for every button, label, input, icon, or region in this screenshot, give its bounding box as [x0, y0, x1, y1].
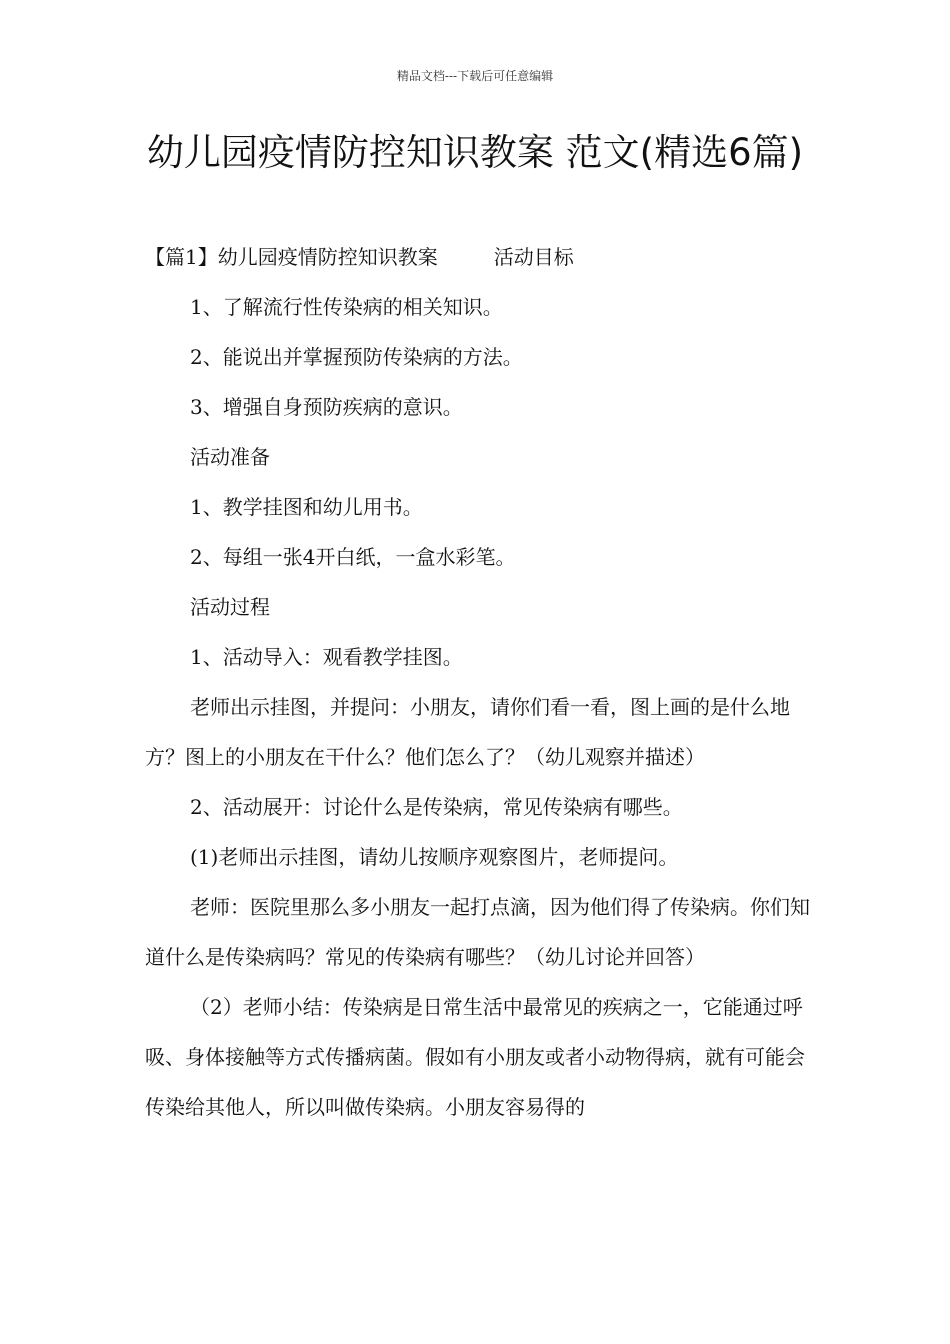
paragraph: 老师出示挂图，并提问：小朋友，请你们看一看，图上画的是什么地方？图上的小朋友在干什么？他们怎么了？（幼儿观察并描述） — [145, 695, 790, 769]
paragraph: 1、教学挂图和幼儿用书。 — [190, 495, 423, 519]
paragraph-list — [145, 282, 810, 1132]
paragraph: 2、每组一张4开白纸，一盒水彩笔。 — [190, 545, 516, 569]
paragraph: 老师：医院里那么多小朋友一起打点滴，因为他们得了传染病。你们知道什么是传染病吗？常见的传染病有哪些？（幼儿讨论并回答） — [145, 895, 810, 969]
paragraph: （2）老师小结：传染病是日常生活中最常见的疾病之一，它能通过呼吸、身体接触等方式传播病菌。假如有小朋友或者小动物得病，就有可能会传染给其他人，所以叫做传染病。小朋友容易得的 — [145, 995, 805, 1119]
section-label: 【篇1】幼儿园疫情防控知识教案 — [145, 245, 438, 269]
paragraph: (1)老师出示挂图，请幼儿按顺序观察图片，老师提问。 — [190, 845, 679, 869]
paragraph: 活动准备 — [190, 445, 270, 469]
paragraph: 3、增强自身预防疾病的意识。 — [190, 395, 463, 419]
paragraph: 1、活动导入：观看教学挂图。 — [190, 645, 463, 669]
header-note: 精品文档---下载后可任意编辑 — [396, 69, 554, 83]
document-body — [145, 232, 810, 1132]
paragraph: 1、了解流行性传染病的相关知识。 — [190, 295, 503, 319]
paragraph: 2、活动展开：讨论什么是传染病，常见传染病有哪些。 — [190, 795, 683, 819]
section-heading — [145, 232, 810, 282]
paragraph: 2、能说出并掌握预防传染病的方法。 — [190, 345, 523, 369]
document-title: 幼儿园疫情防控知识教案 范文(精选6篇) — [146, 131, 804, 174]
paragraph: 活动过程 — [190, 595, 270, 619]
section-subtitle: 活动目标 — [493, 245, 574, 269]
